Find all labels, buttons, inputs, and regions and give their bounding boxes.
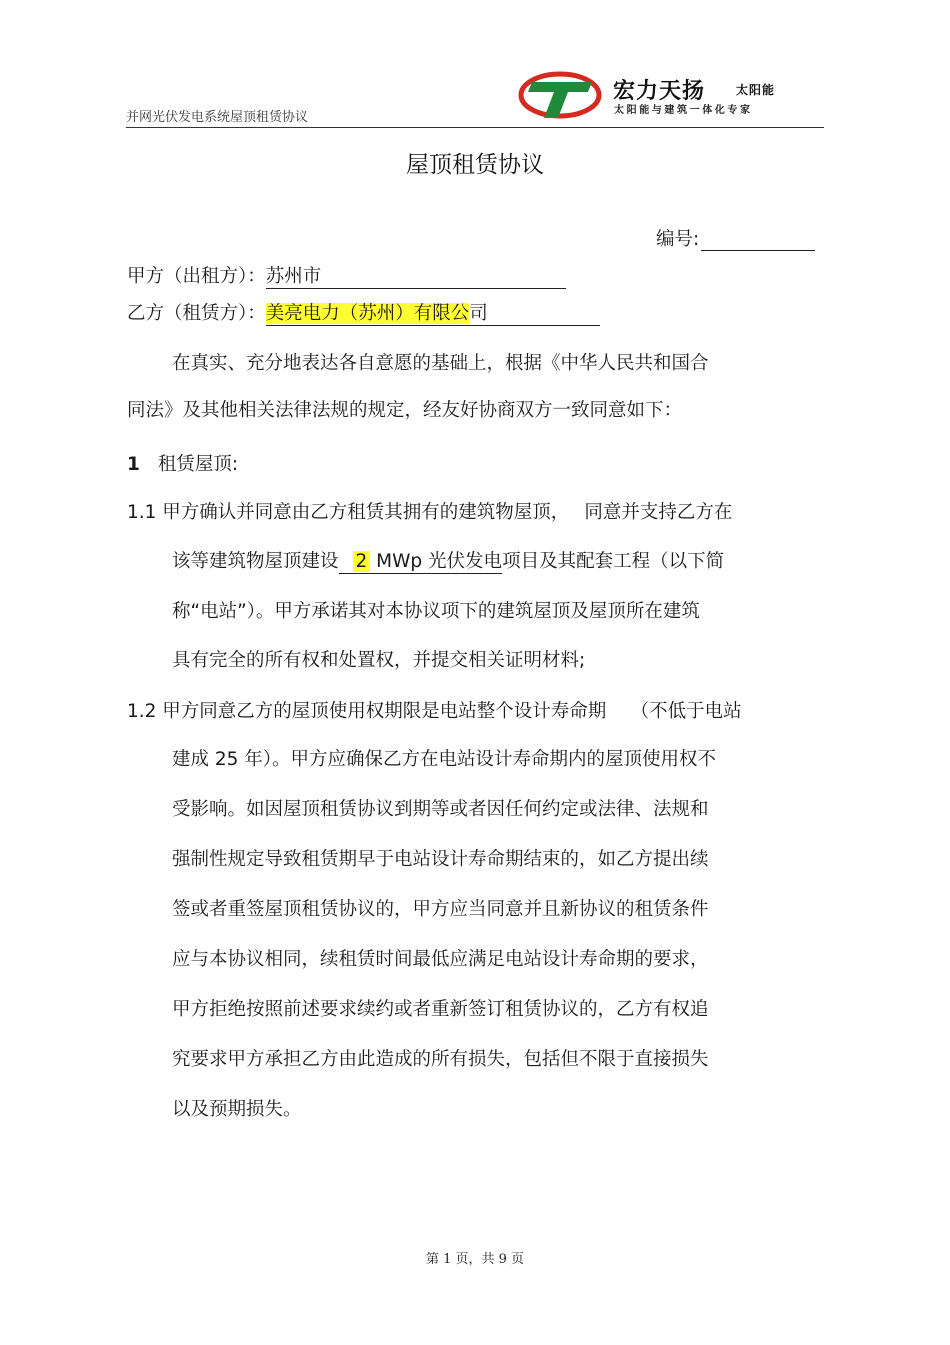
serial-label: 编号: xyxy=(656,229,700,250)
clause-1-2-line-1: 1.2 甲方同意乙方的屋顶使用权期限是电站整个设计寿命期 （不低于电站 xyxy=(127,701,742,722)
clause-1-2-line-5: 签或者重签屋顶租赁协议的，甲方应当同意并且新协议的租赁条件 xyxy=(172,899,709,920)
clause-1-1-line-2 xyxy=(172,547,724,574)
clause-1-1-line-3: 称“电站”）。甲方承诺其对本协议项下的建筑屋顶及屋顶所在建筑 xyxy=(172,601,700,622)
capacity-field[interactable] xyxy=(339,547,503,574)
party-a-field[interactable] xyxy=(266,262,566,289)
clause-1-2-line-4: 强制性规定导致租赁期早于电站设计寿命期结束的，如乙方提出续 xyxy=(172,849,709,870)
clause-1-1-line-4: 具有完全的所有权和处置权，并提交相关证明材料; xyxy=(172,650,586,671)
section-1-heading xyxy=(127,450,238,476)
clause-1-2-line-7: 甲方拒绝按照前述要求续约或者重新签订租赁协议的，乙方有权追 xyxy=(172,999,709,1020)
party-a-line xyxy=(127,262,566,289)
party-b-value-rest: 司 xyxy=(469,303,488,324)
clause-1-2-line-8: 究要求甲方承担乙方由此造成的所有损失，包括但不限于直接损失 xyxy=(172,1049,709,1070)
logo-slogan: 太阳能与建筑一体化专家 xyxy=(614,105,753,116)
clause-1-2-line-6: 应与本协议相同，续租赁时间最低应满足电站设计寿命期的要求， xyxy=(172,949,709,970)
logo-suffix: 太阳能 xyxy=(736,83,776,97)
clause-1-2-line-9: 以及预期损失。 xyxy=(172,1099,302,1120)
party-b-label: 乙方（租赁方）： xyxy=(127,303,266,324)
page-number-footer: 第 1 页，共 9 页 xyxy=(425,1252,525,1267)
clause-1-2-line-3: 受影响。如因屋顶租赁协议到期等或者因任何约定或法律、法规和 xyxy=(172,799,709,820)
logo-company-name: 宏力天扬 xyxy=(613,78,706,104)
capacity-unit: MWp 光伏发电 xyxy=(370,551,503,572)
party-b-field[interactable] xyxy=(266,299,600,326)
header-divider xyxy=(126,127,824,128)
party-b-value-highlighted: 美亮电力（苏州）有限公 xyxy=(265,303,470,324)
capacity-value: 2 xyxy=(353,551,371,572)
clause-1-1-prefix: 该等建筑物屋顶建设 xyxy=(172,551,339,572)
section-1-title: 租赁屋顶: xyxy=(157,454,239,475)
logo-mark-icon xyxy=(518,68,610,124)
party-b-line xyxy=(127,299,600,326)
clause-1-2-line-2: 建成 25 年）。甲方应确保乙方在电站设计寿命期内的屋顶使用权不 xyxy=(172,749,717,770)
document-title: 屋顶租赁协议 xyxy=(406,152,544,178)
party-a-value: 苏州市 xyxy=(265,266,322,287)
clause-1-1-suffix: 项目及其配套工程（以下简 xyxy=(502,551,725,572)
company-logo xyxy=(518,68,828,124)
header-document-name: 并网光伏发电系统屋顶租赁协议 xyxy=(126,110,309,125)
clause-1-1-line-1: 1.1 甲方确认并同意由乙方租赁其拥有的建筑物屋顶， 同意并支持乙方在 xyxy=(127,502,733,523)
intro-line-1: 在真实、充分地表达各自意愿的基础上，根据《中华人民共和国合 xyxy=(172,353,709,374)
intro-line-2: 同法》及其他相关法律法规的规定，经友好协商双方一致同意如下： xyxy=(127,400,683,421)
serial-blank-field[interactable] xyxy=(701,228,815,251)
party-a-label: 甲方（出租方）： xyxy=(127,266,266,287)
section-1-number: 1 xyxy=(127,454,140,475)
serial-number-line xyxy=(656,225,815,251)
